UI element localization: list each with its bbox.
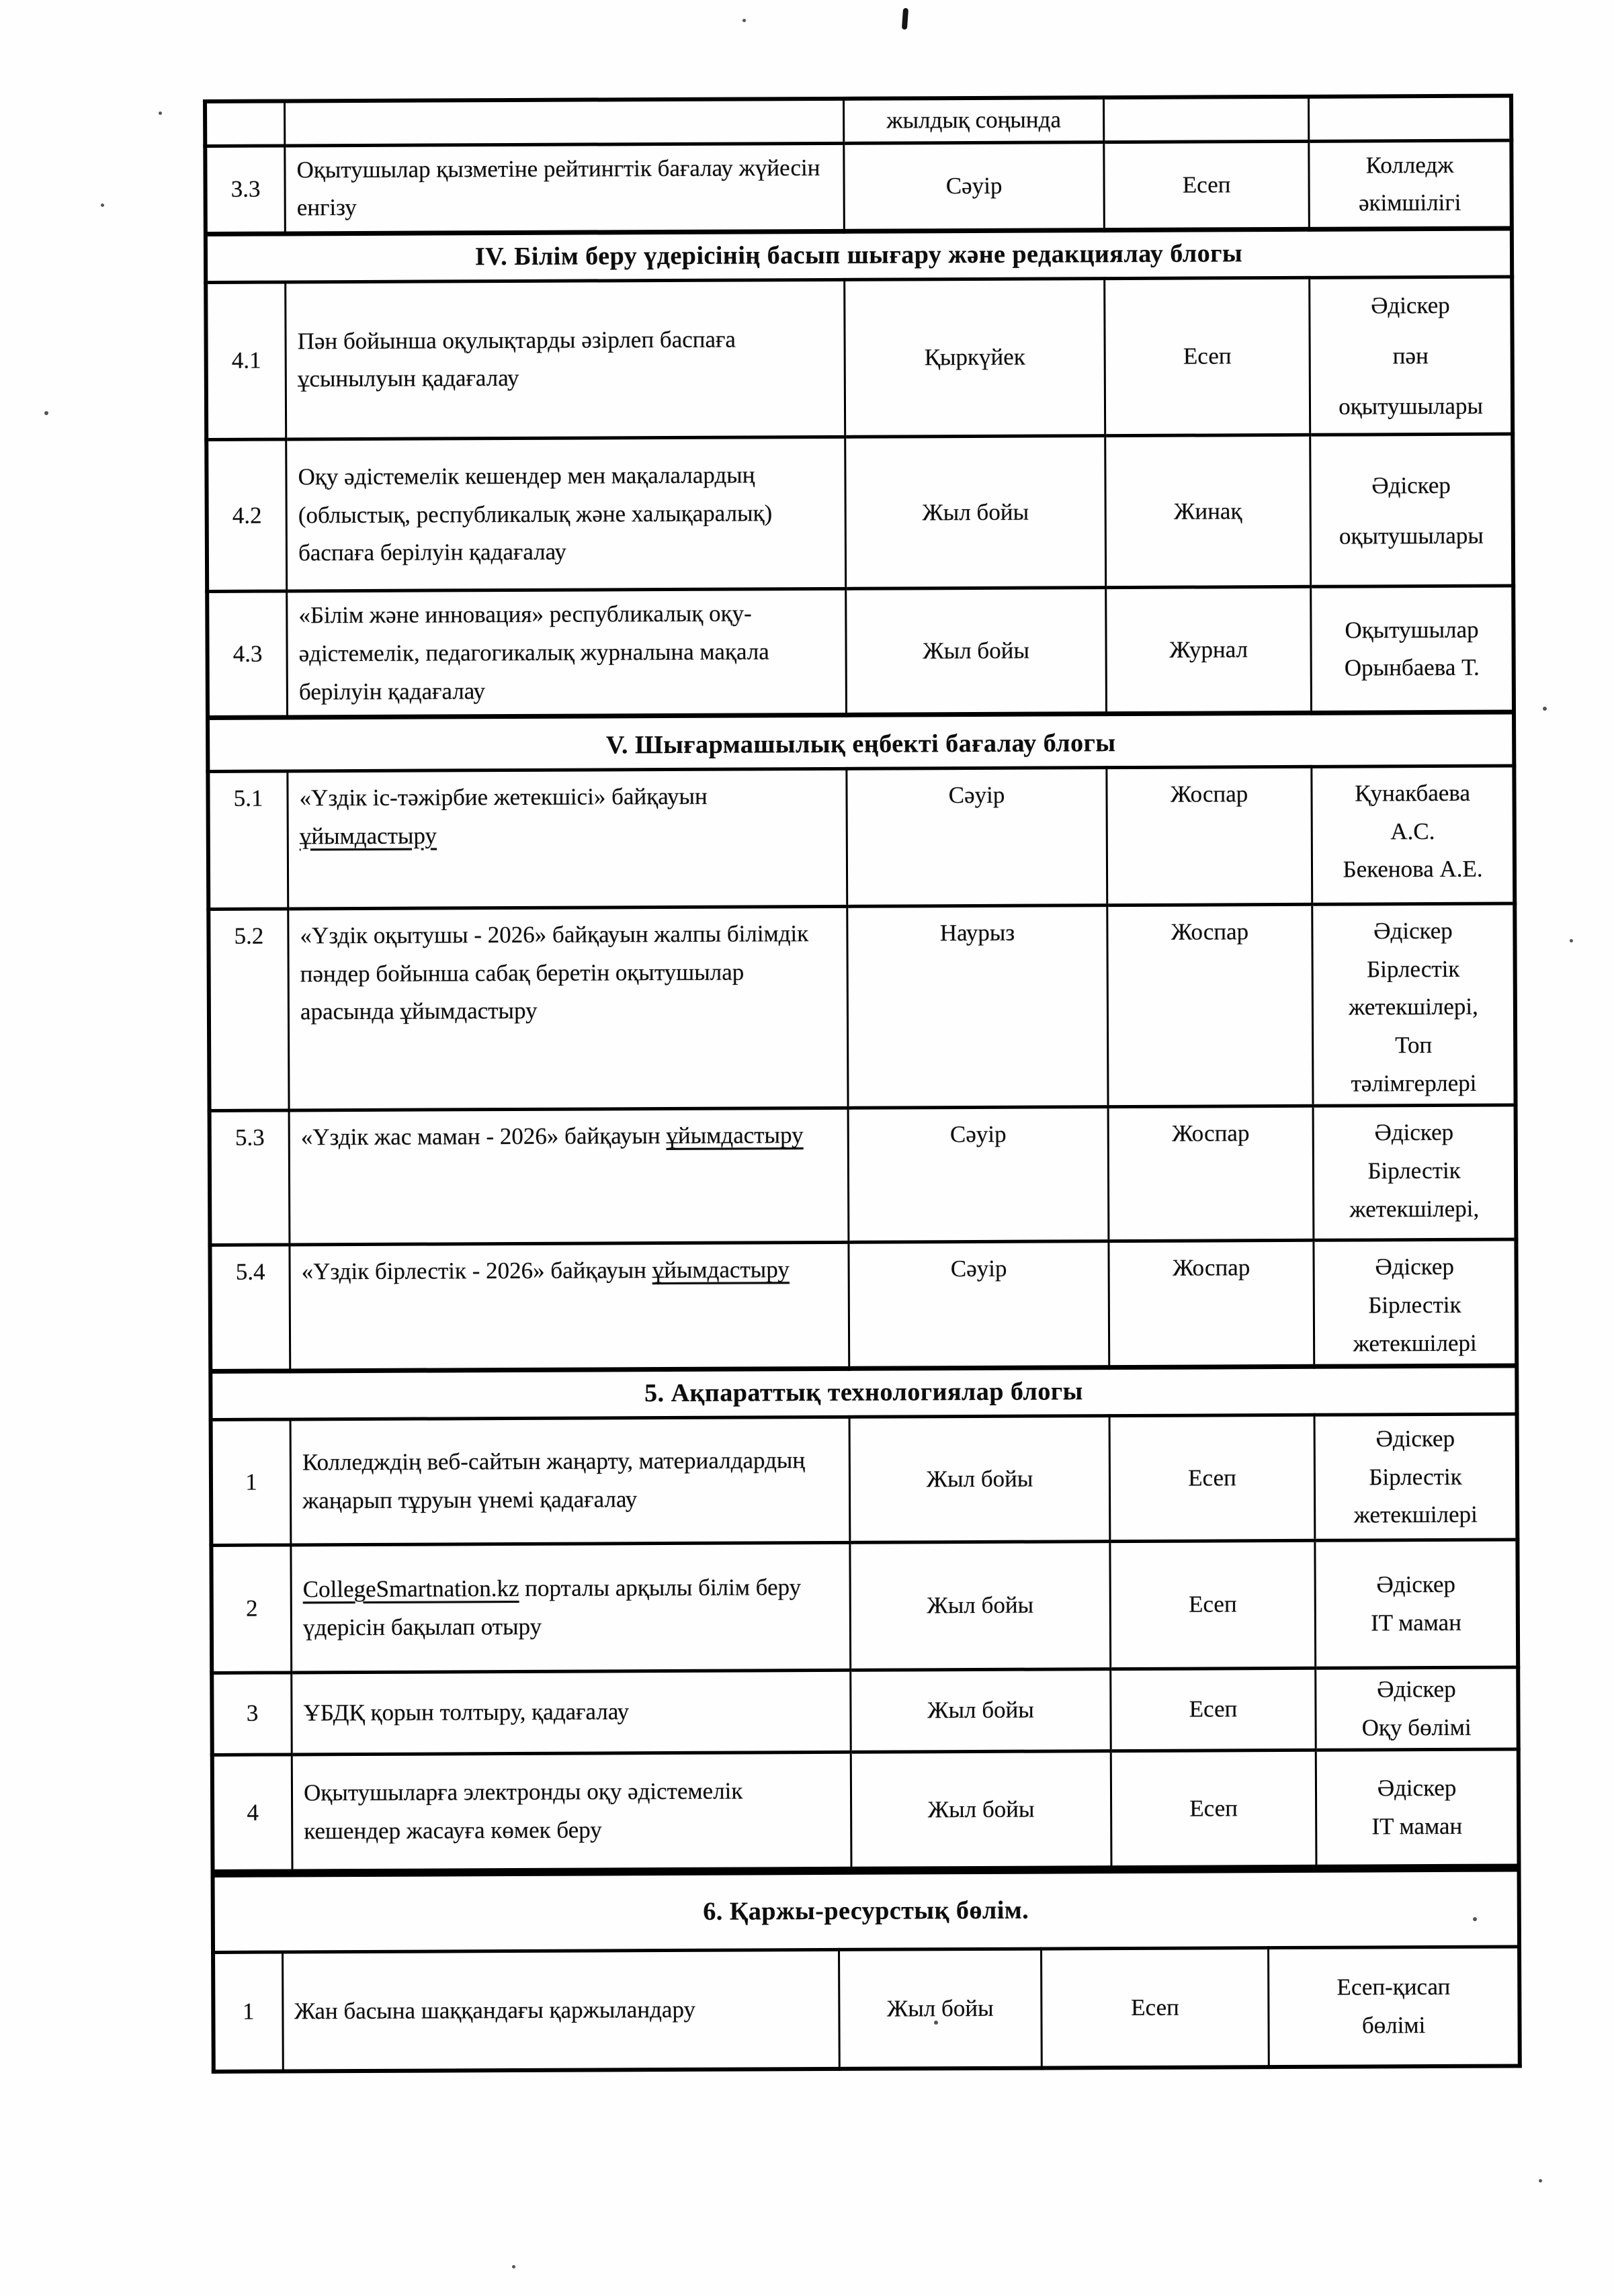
work-plan-table-body	[205, 96, 1519, 1871]
cell-responsible: Әдіскер Бірлестік жетекшілері	[1314, 1239, 1517, 1366]
cell-term: Қыркүйек	[845, 278, 1105, 437]
cell-term: Жыл бойы	[849, 1416, 1110, 1543]
cell-row-number: 5.1	[208, 771, 288, 910]
scan-speck	[742, 19, 746, 22]
cell-task	[286, 437, 846, 592]
work-plan-table	[203, 93, 1521, 1873]
cell-term: Сәуір	[848, 1107, 1109, 1243]
underlined-task-text: ұйымдастыру	[652, 1256, 790, 1284]
task-text: Пән бойынша оқулықтарды әзірлеп баспаға ұсынылуын қадағалау	[297, 326, 736, 392]
finance-section-table	[211, 1867, 1522, 2074]
task-text: ҰБДҚ қорын толтыру, қадағалау	[303, 1698, 630, 1726]
cell-responsible: Әдіскер пән оқытушылары	[1310, 277, 1513, 435]
task-text: Оқу әдістемелік кешендер мен мақалалардың (облыстық, республикалық және халықаралық) баспаға берілуін қадағалау	[298, 461, 773, 566]
table-row	[208, 903, 1515, 1111]
scan-speck	[1543, 707, 1547, 711]
cell-responsible: Қунакбаева А.С. Бекенова А.Е.	[1312, 766, 1515, 904]
cell-report-form: Есеп	[1042, 1947, 1269, 2068]
task-text: «Үздік жас маман - 2026» байқауын	[300, 1122, 667, 1151]
cell-task	[292, 1670, 851, 1755]
task-text: Колледждің веб-сайтын жаңарту, материалдардың жаңарып тұруын үнемі қадағалау	[302, 1447, 806, 1514]
scan-speck	[101, 204, 104, 207]
cell-term: Сәуір	[844, 142, 1104, 231]
task-text: «Білім және инновация» республикалық оқу-әдістемелік, педагогикалық журналына мақала берілуін қадағалау	[298, 600, 769, 705]
table-row	[208, 766, 1515, 909]
cell-row-number: 5.2	[208, 909, 289, 1111]
section-header-it: 5. Ақпараттық технологиялар блогы	[210, 1366, 1517, 1419]
section-header-iv: IV. Білім беру үдерісінің басып шығару және редакциялау блогы	[206, 228, 1512, 282]
cell-task	[282, 1949, 839, 2072]
cell-task	[286, 279, 845, 439]
cell-term: Жыл бойы	[851, 1751, 1111, 1869]
cell-report-form: Жоспар	[1107, 766, 1312, 905]
cell-task	[291, 1542, 851, 1673]
cell-responsible: Колледж әкімшілігі	[1309, 140, 1512, 230]
cell-report-form: Жоспар	[1109, 1241, 1314, 1368]
cell-row-number: 5.4	[210, 1245, 290, 1372]
table-row	[212, 1667, 1519, 1755]
cell-row-number: 4.1	[206, 282, 286, 440]
section-header-fin: 6. Қаржы-ресурстық бөлім.	[213, 1869, 1519, 1952]
cell-task	[289, 1108, 849, 1245]
cell-responsible: Әдіскер Оқу бөлімі	[1316, 1667, 1519, 1751]
cell-responsible: Есеп-қисап бөлімі	[1269, 1947, 1520, 2068]
cell-report-form: Есеп	[1111, 1668, 1316, 1751]
table-row	[206, 277, 1513, 440]
cell-row-number: 5.3	[210, 1110, 290, 1245]
cell-task	[288, 906, 848, 1110]
cell-responsible: Оқытушылар Орынбаева Т.	[1311, 586, 1514, 713]
cell-responsible: Әдіскер IT маман	[1315, 1540, 1518, 1668]
section-header-row	[206, 228, 1512, 282]
task-text: Оқытушыларға электронды оқу әдістемелік кешендер жасауға көмек беру	[303, 1777, 743, 1845]
task-text: Жан басына шаққандағы қаржыландару	[294, 1996, 696, 2025]
cell-row-number: 1	[213, 1952, 283, 2072]
cell-responsible: Әдіскер Бірлестік жетекшілері,	[1313, 1105, 1516, 1240]
cell-term: Жыл бойы	[845, 436, 1106, 589]
cell-task	[287, 589, 847, 718]
cell-report-form: Журнал	[1106, 587, 1312, 714]
scan-mark	[902, 8, 908, 30]
table-row	[212, 1749, 1519, 1871]
cell-row-number: 3	[212, 1673, 292, 1755]
table-row	[207, 586, 1514, 718]
cell-term: Сәуір	[849, 1241, 1109, 1369]
cell-report-form: Есеп	[1111, 1751, 1316, 1867]
cell-term: Жыл бойы	[850, 1542, 1111, 1671]
cell-task	[288, 768, 847, 909]
task-text: Оқытушылар қызметіне рейтингтік бағалау жүйесін енгізу	[296, 154, 820, 221]
cell-task	[290, 1243, 849, 1372]
table-row	[206, 434, 1513, 591]
cell-responsible	[1309, 96, 1512, 142]
cell-responsible: Әдіскер оқытушылары	[1310, 434, 1513, 586]
underlined-task-text: CollegeSmartnation.kz	[302, 1575, 519, 1603]
section-header-row	[208, 712, 1514, 771]
table-row	[205, 140, 1512, 234]
task-text: порталы арқылы білім беру үдерісін бақылап отыру	[302, 1573, 802, 1640]
cell-row-number: 4.2	[206, 439, 287, 592]
cell-row-number: 1	[211, 1419, 291, 1546]
cell-term: жылдық соңында	[844, 97, 1104, 143]
cell-report-form: Жоспар	[1108, 1106, 1314, 1241]
table-row	[205, 96, 1511, 146]
cell-report-form: Есеп	[1105, 277, 1310, 436]
cell-report-form: Жоспар	[1107, 904, 1314, 1107]
table-row	[211, 1414, 1518, 1545]
table-row	[211, 1540, 1518, 1673]
cell-row-number: 4.3	[207, 591, 287, 718]
section-header-row	[213, 1869, 1519, 1952]
task-text: «Үздік іс-тәжірбие жетекшісі» байқауын	[299, 783, 708, 811]
cell-row-number: 2	[211, 1545, 291, 1673]
cell-report-form	[1103, 97, 1308, 142]
cell-term: Жыл бойы	[851, 1669, 1111, 1753]
plan-table-wrapper	[203, 93, 1522, 2074]
cell-responsible: Әдіскер Бірлестік жетекшілері	[1314, 1414, 1517, 1540]
task-text: «Үздік бірлестік - 2026» байқауын	[301, 1257, 652, 1285]
scan-speck	[44, 411, 48, 415]
cell-task	[290, 1417, 850, 1545]
scan-speck	[159, 112, 162, 115]
cell-term: Наурыз	[847, 906, 1108, 1108]
cell-report-form: Есеп	[1109, 1415, 1315, 1541]
cell-term: Жыл бойы	[846, 588, 1107, 715]
finance-section-table-body	[213, 1869, 1520, 2072]
underlined-task-text: ұйымдастыру	[666, 1122, 804, 1149]
cell-term: Жыл бойы	[839, 1949, 1042, 2069]
section-header-v: V. Шығармашылық еңбекті бағалау блогы	[208, 712, 1514, 771]
table-row	[210, 1239, 1517, 1372]
cell-responsible: Әдіскер Бірлестік жетекшілері, Топ тәлімгерлері	[1312, 903, 1516, 1106]
scan-speck	[1539, 2179, 1542, 2182]
underlined-task-text: ұйымдастыру	[299, 822, 437, 850]
cell-row-number: 3.3	[205, 146, 285, 234]
table-row	[210, 1105, 1517, 1245]
cell-report-form: Есеп	[1110, 1540, 1316, 1669]
task-text: «Үздік оқытушы - 2026» байқауын жалпы білімдік пәндер бойынша сабақ беретін оқытушылар арасында ұйымдастыру	[300, 920, 809, 1025]
cell-task	[292, 1753, 851, 1871]
cell-row-number: 4	[212, 1755, 292, 1871]
cell-report-form: Жинақ	[1105, 435, 1311, 588]
section-header-row	[210, 1366, 1517, 1419]
cell-task	[285, 99, 844, 146]
scan-speck	[1570, 939, 1573, 942]
table-row	[213, 1947, 1520, 2072]
scan-speck	[512, 2265, 515, 2268]
cell-term: Сәуір	[847, 768, 1107, 907]
cell-task	[285, 143, 845, 234]
cell-row-number	[205, 101, 285, 146]
cell-report-form: Есеп	[1104, 141, 1310, 230]
cell-responsible: Әдіскер IT маман	[1316, 1749, 1519, 1866]
